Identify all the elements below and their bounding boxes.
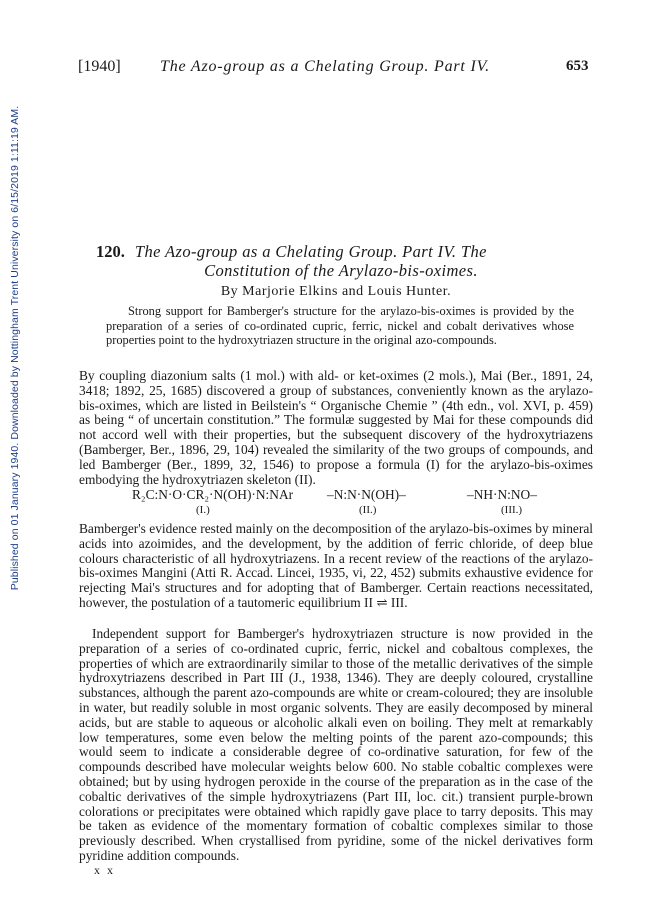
abstract: Strong support for Bamberger's structure for the arylazo-bis-oximes is provided by the preparation of a series of co-ordinated cupric, ferric, nickel and cobalt derivatives whose properties point to the hydroxytriazen structure in the original azo-compounds. <box>106 304 574 348</box>
formula-3: –NH·N:NO– <box>467 487 537 502</box>
formula-2-label: (II.) <box>359 504 377 516</box>
header-page-number: 653 <box>566 58 589 74</box>
paragraph-3: Independent support for Bamberger's hydroxytriazen structure is now provided in the preparation of a series of co-ordinated cupric, ferric, nickel and cobaltous complexes, the properties of which are extraordinarily similar to those of the metallic derivatives of the simple hydroxytriazens described in Part III (J., 1938, 1346). They are deeply coloured, crystalline substances, although the parent azo-compounds are white or cream-coloured; they are insoluble in water, but readily soluble in most organic solvents. They are easily decomposed by mineral acids, but are stable to aqueous or alcoholic alkali even on boiling. They melt at remarkably low temperatures, some even below the melting points of the parent azo-compounds; this would seem to indicate a considerable degree of co-ordinative saturation, for few of the compounds described have molecular weights below 600. No stable cobaltic complexes were obtained; but by using hydrogen peroxide in the course of the preparation as in the case of the cobaltic derivatives of the simple hydroxytriazens (Part III, loc. cit.) transient purple-brown colorations or precipitates were obtained which rapidly gave place to tarry deposits. This may be taken as evidence of the momentary formation of cobaltic complexes similar to those previously described. When crystallised from pyridine, some of the nickel derivatives form pyridine addition compounds. <box>79 626 593 863</box>
paragraph-1: By coupling diazonium salts (1 mol.) with ald- or ket-oximes (2 mols.), Mai (Ber., 1891, 24, 3418; 1892, 25, 1685) discovered a group of substances, conveniently known as the arylazo-bis-oximes, which are listed in Beilstein's “ Organische Chemie ” (4th edn., vol. XVI, p. 459) as being “ of uncertain constitution.” The formulæ suggested by Mai for these compounds did not accord well with their properties, but the subsequent discovery of the hydroxytriazens (Bamberger, Ber., 1896, 29, 104) revealed the similarity of the two groups of compounds, and led Bamberger (Ber., 1899, 32, 1546) to propose a formula (I) for the arylazo-bis-oximes embodying the hydroxytriazen skeleton (II). <box>79 368 593 487</box>
formula-1: R₂C:N·O·CR₂·N(OH)·N:NAr <box>132 487 294 502</box>
header-running-title: The Azo-group as a Chelating Group. Part IV. <box>160 58 490 75</box>
paragraph-2: Bamberger's evidence rested mainly on the decomposition of the arylazo-bis-oximes by mineral acids into azoimides, and the development, by the addition of ferric chloride, of deep blue colours characteristic of all hydroxytriazens. In a recent review of the reactions of the arylazo-bis-oximes Mangini (Atti R. Accad. Lincei, 1935, vi, 22, 452) submits exhaustive evidence for rejecting Mai's structures and for adopting that of Bamberger. Certain reactions necessitated, however, the postulation of a tautomeric equilibrium II ⇌ III. <box>79 521 593 610</box>
formula-1-label: (I.) <box>196 504 210 516</box>
title-line-2: Constitution of the Arylazo-bis-oximes. <box>204 261 478 280</box>
article-number: 120. <box>96 242 125 261</box>
formula-2: –N:N·N(OH)– <box>327 487 406 502</box>
title-line-1: The Azo-group as a Chelating Group. Part IV. The <box>134 242 487 261</box>
article-title <box>96 242 606 280</box>
signature-mark: x x <box>94 863 115 877</box>
header-year: [1940] <box>78 58 121 75</box>
formula-3-label: (III.) <box>501 504 523 516</box>
authors: By Marjorie Elkins and Louis Hunter. <box>220 284 452 299</box>
provenance-sidebar: Published on 01 January 1940. Downloaded by Nottingham Trent University on 6/15/2019 1:11:19 AM. <box>9 105 21 591</box>
